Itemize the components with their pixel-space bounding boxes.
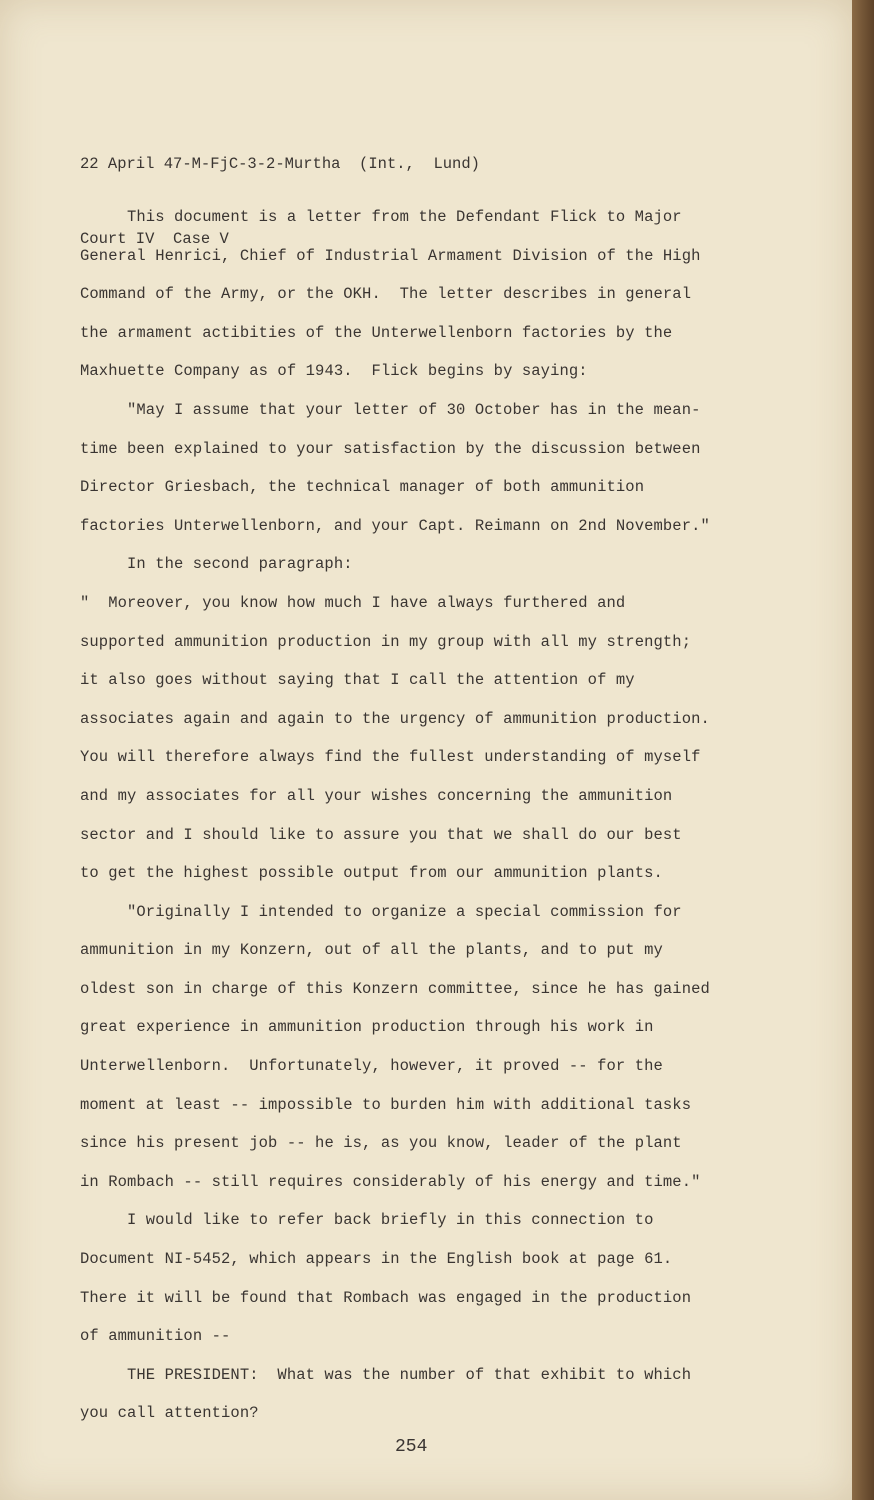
transcript-line: great experience in ammunition production through his work in (80, 1018, 654, 1037)
transcript-line: There it will be found that Rombach was engaged in the production (80, 1288, 692, 1307)
header-line-court: Court IV Case V (80, 230, 229, 248)
transcript-line: associates again and again to the urgency of ammunition production. (80, 709, 710, 728)
transcript-line: Maxhuette Company as of 1943. Flick begins by saying: (80, 362, 588, 381)
transcript-line: and my associates for all your wishes concerning the ammunition (80, 786, 673, 805)
transcript-line: it also goes without saying that I call the attention of my (80, 671, 635, 690)
header-line-case-reference: 22 April 47-M-FjC-3-2-Murtha (Int., Lund) (80, 155, 480, 173)
transcript-line: Document NI-5452, which appears in the English book at page 61. (80, 1250, 673, 1269)
transcript-line: you call attention? (80, 1404, 259, 1423)
transcript-line: Unterwellenborn. Unfortunately, however, it proved -- for the (80, 1057, 663, 1076)
transcript-line: since his present job -- he is, as you know, leader of the plant (80, 1134, 682, 1153)
page-number: 254 (395, 1437, 428, 1457)
transcript-line: THE PRESIDENT: What was the number of that exhibit to which (127, 1365, 692, 1384)
transcript-line: oldest son in charge of this Konzern committee, since he has gained (80, 979, 710, 998)
transcript-line: In the second paragraph: (127, 555, 353, 574)
transcript-line: I would like to refer back briefly in this connection to (127, 1211, 654, 1230)
transcript-line: of ammunition -- (80, 1327, 231, 1346)
transcript-line: General Henrici, Chief of Industrial Armament Division of the High (80, 246, 701, 265)
transcript-line: the armament actibities of the Unterwellenborn factories by the (80, 323, 673, 342)
transcript-line: sector and I should like to assure you that we shall do our best (80, 825, 682, 844)
transcript-line: Command of the Army, or the OKH. The letter describes in general (80, 285, 692, 304)
transcript-body (80, 198, 730, 1433)
transcript-line: supported ammunition production in my group with all my strength; (80, 632, 692, 651)
transcript-line: You will therefore always find the fullest understanding of myself (80, 748, 701, 767)
transcript-line: ammunition in my Konzern, out of all the plants, and to put my (80, 941, 663, 960)
transcript-line: " Moreover, you know how much I have always furthered and (80, 593, 626, 612)
transcript-line: "May I assume that your letter of 30 October has in the mean- (127, 400, 701, 419)
transcript-line: time been explained to your satisfaction by the discussion between (80, 439, 701, 458)
transcript-line: factories Unterwellenborn, and your Capt. Reimann on 2nd November." (80, 516, 710, 535)
transcript-line: moment at least -- impossible to burden him with additional tasks (80, 1095, 692, 1114)
transcript-line: in Rombach -- still requires considerably of his energy and time." (80, 1172, 701, 1191)
transcript-line: This document is a letter from the Defendant Flick to Major (127, 208, 682, 226)
transcript-line: Director Griesbach, the technical manager of both ammunition (80, 478, 645, 497)
transcript-line: "Originally I intended to organize a special commission for (127, 902, 682, 921)
page-edge-background (852, 0, 874, 1500)
transcript-line: to get the highest possible output from our ammunition plants. (80, 864, 663, 883)
